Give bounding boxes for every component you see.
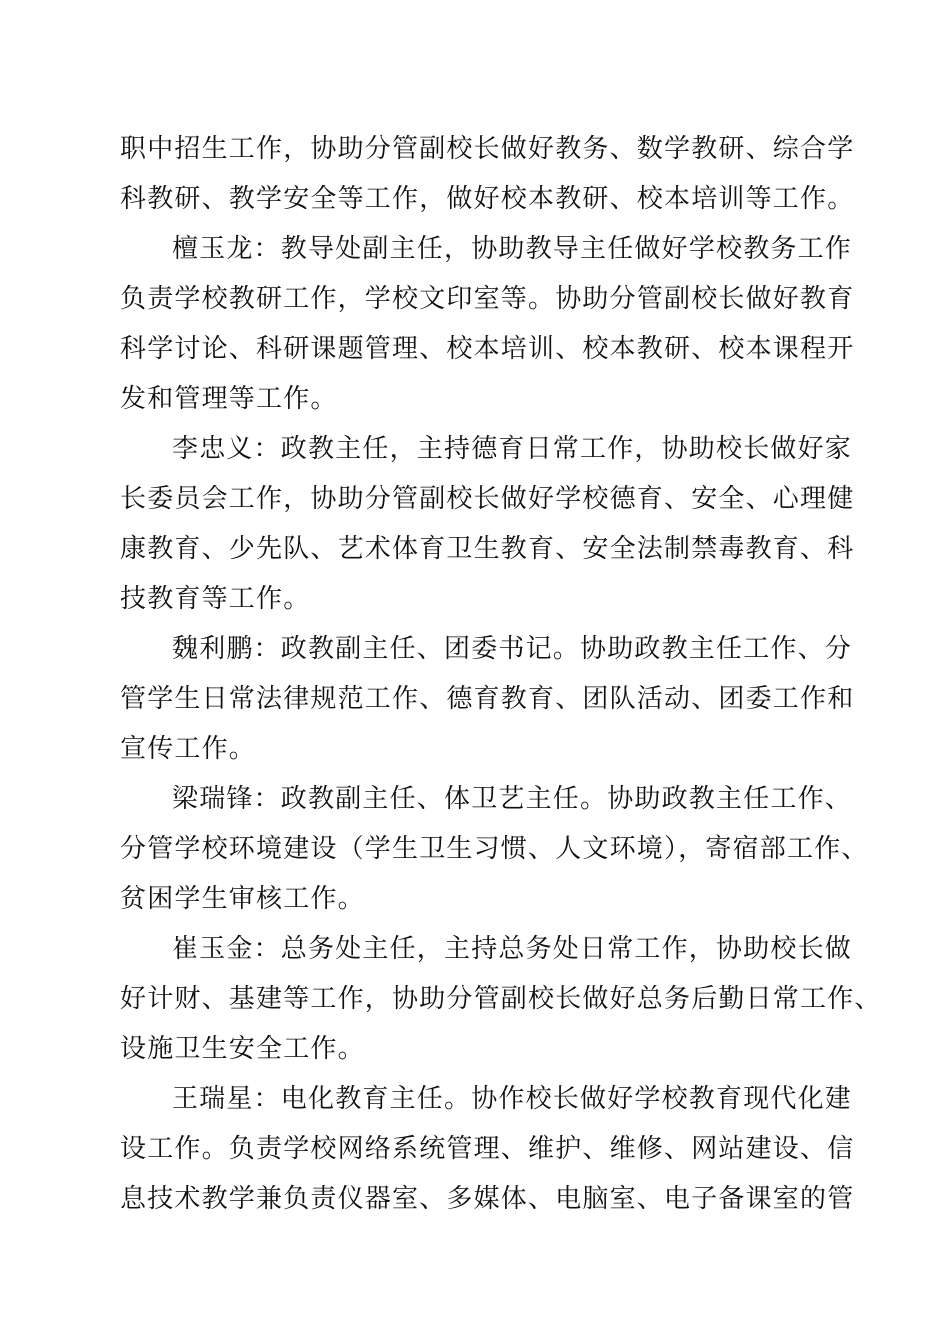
text-line: 设工作。负责学校网络系统管理、维护、维修、网站建设、信	[120, 1134, 855, 1164]
text-line: 王瑞星：电化教育主任。协作校长做好学校教育现代化建	[172, 1084, 853, 1114]
text-line: 檀玉龙：教导处副主任，协助教导主任做好学校教务工作	[172, 234, 853, 264]
text-line: 宣传工作。	[120, 734, 257, 764]
text-line: 设施卫生安全工作。	[120, 1034, 365, 1064]
text-line: 好计财、基建等工作，协助分管副校长做好总务后勤日常工作、	[120, 984, 882, 1014]
text-line: 长委员会工作，协助分管副校长做好学校德育、安全、心理健	[120, 484, 855, 514]
text-line: 息技术教学兼负责仪器室、多媒体、电脑室、电子备课室的管	[120, 1184, 855, 1214]
text-line: 魏利鹏：政教副主任、团委书记。协助政教主任工作、分	[172, 634, 853, 664]
text-line: 贫困学生审核工作。	[120, 884, 365, 914]
text-line: 科学讨论、科研课题管理、校本培训、校本教研、校本课程开	[120, 334, 855, 364]
text-line: 梁瑞锋：政教副主任、体卫艺主任。协助政教主任工作、	[172, 784, 853, 814]
document-body	[120, 124, 882, 1224]
text-line: 科教研、教学安全等工作，做好校本教研、校本培训等工作。	[120, 184, 855, 214]
text-line: 负责学校教研工作，学校文印室等。协助分管副校长做好教育	[120, 284, 855, 314]
text-line: 管学生日常法律规范工作、德育教育、团队活动、团委工作和	[120, 684, 855, 714]
text-line: 分管学校环境建设（学生卫生习惯、人文环境），寄宿部工作、	[120, 834, 869, 864]
text-line: 崔玉金：总务处主任，主持总务处日常工作，协助校长做	[172, 934, 853, 964]
text-line: 发和管理等工作。	[120, 384, 338, 414]
text-line: 李忠义：政教主任，主持德育日常工作，协助校长做好家	[172, 434, 853, 464]
text-line: 康教育、少先队、艺术体育卫生教育、安全法制禁毒教育、科	[120, 534, 855, 564]
text-line: 技教育等工作。	[120, 584, 311, 614]
text-line: 职中招生工作，协助分管副校长做好教务、数学教研、综合学	[120, 134, 855, 164]
